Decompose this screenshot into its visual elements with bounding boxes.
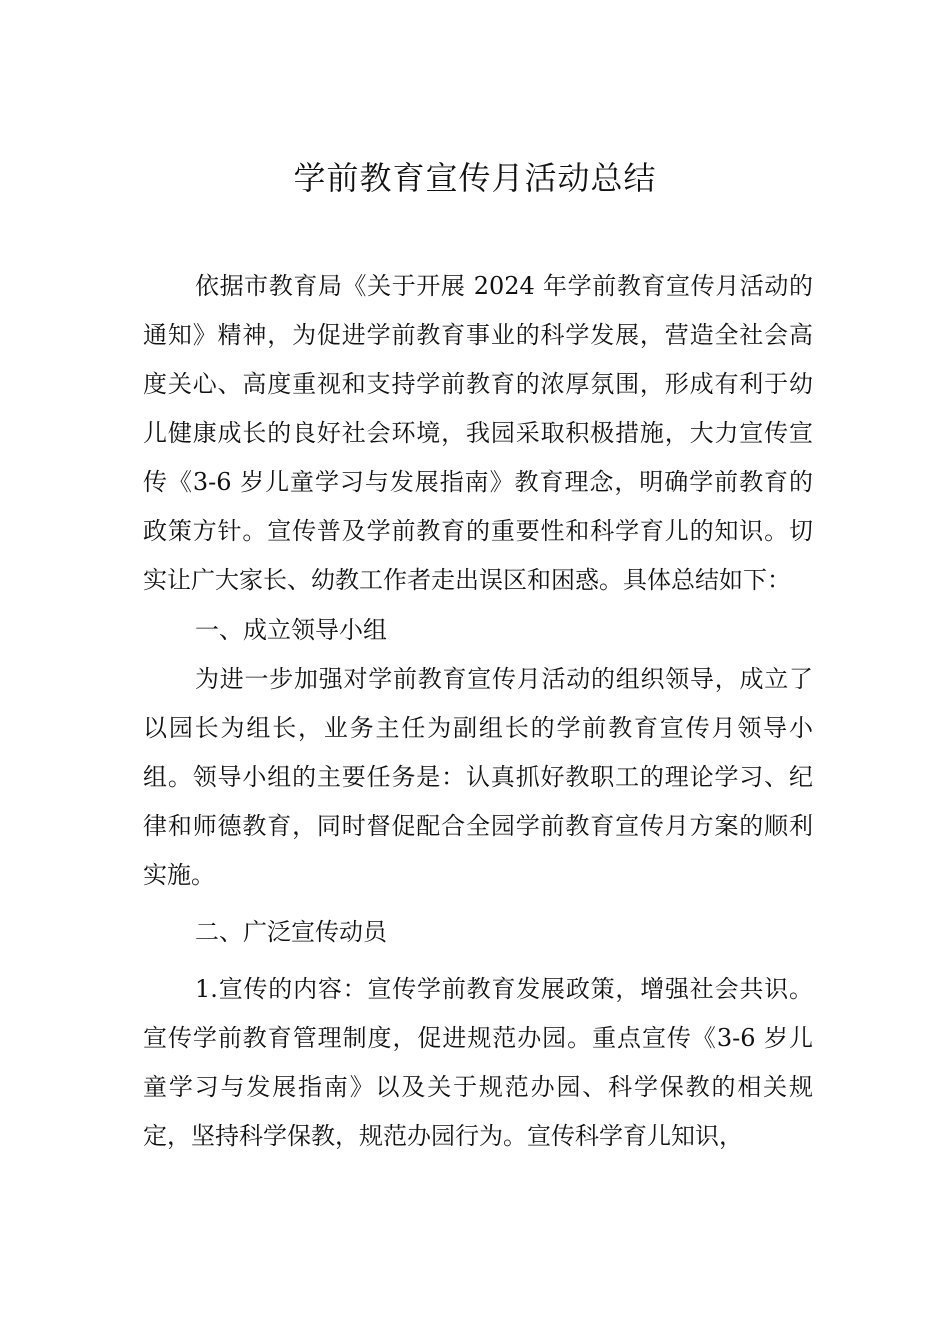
intro-paragraph: 依据市教育局《关于开展 2024 年学前教育宣传月活动的通知》精神，为促进学前教育事业的科学发展，营造全社会高度关心、高度重视和支持学前教育的浓厚氛围，形成有利于幼儿健康成长的良好社会环境，我园采取积极措施，大力宣传宣传《3-6 岁儿童学习与发展指南》教育理念，明确学前教育的政策方针。宣传普及学前教育的重要性和科学育儿的知识。切实让广大家长、幼教工作者走出误区和困惑。具体总结如下： xyxy=(143,272,813,594)
section-heading-2: 二、广泛宣传动员 xyxy=(195,918,387,946)
document-title: 学前教育宣传月活动总结 xyxy=(293,159,657,197)
section-2-paragraph: 1.宣传的内容：宣传学前教育发展政策，增强社会共识。宣传学前教育管理制度，促进规范办园。重点宣传《3-6 岁儿童学习与发展指南》以及关于规范办园、科学保教的相关规定，坚持科学保教，规范办园行为。宣传科学育儿知识， xyxy=(143,975,813,1150)
section-1-paragraph: 为进一步加强对学前教育宣传月活动的组织领导，成立了以园长为组长，业务主任为副组长的学前教育宣传月领导小组。领导小组的主要任务是：认真抓好教职工的理论学习、纪律和师德教育，同时督促配合全园学前教育宣传月方案的顺利实施。 xyxy=(143,665,813,889)
document-body xyxy=(143,262,813,1161)
section-heading-1: 一、成立领导小组 xyxy=(195,616,387,644)
